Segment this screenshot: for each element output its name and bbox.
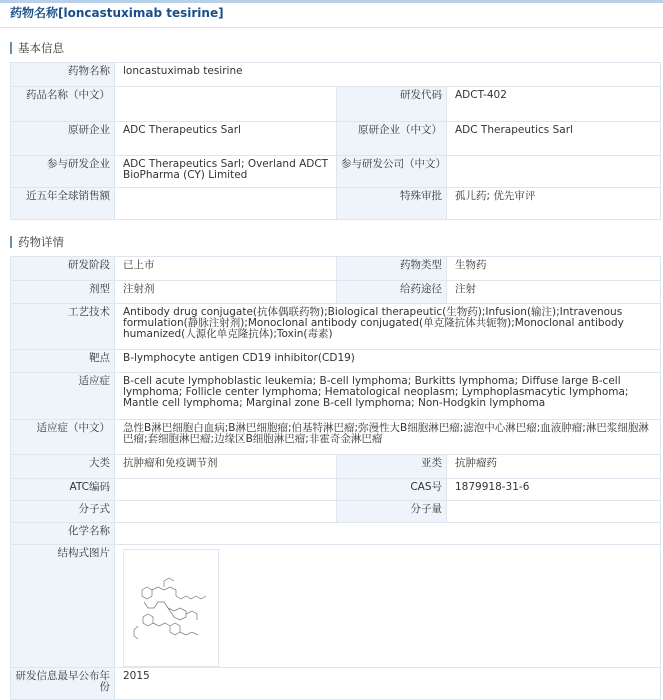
field-value: Antibody drug conjugate(抗体偶联药物);Biological therapeutic(生物药);Infusion(输注);Intravenous formulation(静脉注射剂);Monoclonal antibody conjugated(单克隆抗体共轭物);Monoclonal antibody humanized(人源化单克隆抗体);Toxin(毒素) — [115, 304, 661, 350]
basic-info-section-header — [0, 39, 663, 57]
field-label: 剂型 — [11, 281, 115, 304]
table-row — [11, 304, 661, 350]
field-value: 生物药 — [447, 257, 661, 281]
table-row — [11, 479, 661, 501]
table-row — [11, 668, 661, 700]
chemical-structure-image — [123, 549, 219, 667]
field-label: 适应症（中文） — [11, 420, 115, 455]
table-row — [11, 545, 661, 668]
field-label: 研发信息最早公布年份 — [11, 668, 115, 700]
table-row — [11, 156, 661, 188]
field-value: 1879918-31-6 — [447, 479, 661, 501]
field-value: ADC Therapeutics Sarl; Overland ADCT BioPharma (CY) Limited — [115, 156, 337, 188]
field-label: 参与研发公司（中文） — [337, 156, 447, 188]
field-label: 分子量 — [337, 501, 447, 523]
table-row — [11, 373, 661, 420]
field-value: 2015 — [115, 668, 661, 700]
field-label: 特殊审批 — [337, 188, 447, 220]
field-label: 化学名称 — [11, 523, 115, 545]
field-value: ADC Therapeutics Sarl — [447, 122, 661, 156]
field-value — [115, 501, 337, 523]
structure-image-cell — [115, 545, 661, 668]
field-label: 亚类 — [337, 455, 447, 479]
field-value: B-lymphocyte antigen CD19 inhibitor(CD19) — [115, 350, 661, 373]
field-value: 抗肿瘤药 — [447, 455, 661, 479]
field-value — [447, 156, 661, 188]
title-divider — [0, 27, 663, 28]
field-label: 适应症 — [11, 373, 115, 420]
table-row — [11, 523, 661, 545]
field-label: 近五年全球销售额 — [11, 188, 115, 220]
chemical-structure-icon — [124, 550, 218, 666]
basic-info-table — [10, 62, 661, 220]
table-row — [11, 281, 661, 304]
field-value — [115, 479, 337, 501]
vertical-bar-icon — [10, 42, 12, 54]
field-value — [115, 188, 337, 220]
field-label: 结构式图片 — [11, 545, 115, 668]
field-value: 抗肿瘤和免疫调节剂 — [115, 455, 337, 479]
table-row — [11, 501, 661, 523]
drug-detail-section-header — [0, 233, 663, 251]
field-value: 急性B淋巴细胞白血病;B淋巴细胞瘤;伯基特淋巴瘤;弥漫性大B细胞淋巴瘤;滤泡中心淋巴瘤;血液肿瘤;淋巴浆细胞淋巴瘤;套细胞淋巴瘤;边缘区B细胞淋巴瘤;非霍奇金淋巴瘤 — [115, 420, 661, 455]
field-value: ADC Therapeutics Sarl — [115, 122, 337, 156]
field-value: loncastuximab tesirine — [115, 63, 661, 87]
field-label: 药物类型 — [337, 257, 447, 281]
top-border — [0, 0, 663, 3]
table-row — [11, 257, 661, 281]
field-value — [115, 87, 337, 122]
field-label: 原研企业（中文） — [337, 122, 447, 156]
field-label: CAS号 — [337, 479, 447, 501]
field-label: 工艺技术 — [11, 304, 115, 350]
table-row — [11, 420, 661, 455]
table-row — [11, 350, 661, 373]
field-value: 注射 — [447, 281, 661, 304]
page-title: 药物名称[loncastuximab tesirine] — [10, 6, 224, 20]
field-value: ADCT-402 — [447, 87, 661, 122]
drug-detail-table — [10, 256, 661, 700]
field-label: 研发代码 — [337, 87, 447, 122]
drug-detail-heading: 药物详情 — [18, 235, 64, 249]
field-value: 已上市 — [115, 257, 337, 281]
field-label: 研发阶段 — [11, 257, 115, 281]
field-value: 孤儿药; 优先审评 — [447, 188, 661, 220]
table-row — [11, 122, 661, 156]
field-value: B-cell acute lymphoblastic leukemia; B-cell lymphoma; Burkitts lymphoma; Diffuse large B-cell lymphoma; Follicle center lymphoma; Hematological neoplasm; Lymphoplasmacytic lymphoma; Mantle cell lymphoma; Marginal zone B-cell lymphoma; Non-Hodgkin lymphoma — [115, 373, 661, 420]
field-label: 分子式 — [11, 501, 115, 523]
field-value — [447, 501, 661, 523]
table-row — [11, 188, 661, 220]
field-value: 注射剂 — [115, 281, 337, 304]
basic-info-heading: 基本信息 — [18, 41, 64, 55]
field-value — [115, 523, 661, 545]
table-row — [11, 455, 661, 479]
field-label: 药品名称（中文） — [11, 87, 115, 122]
field-label: 参与研发企业 — [11, 156, 115, 188]
vertical-bar-icon — [10, 236, 12, 248]
field-label: 药物名称 — [11, 63, 115, 87]
field-label: 大类 — [11, 455, 115, 479]
field-label: 原研企业 — [11, 122, 115, 156]
field-label: ATC编码 — [11, 479, 115, 501]
table-row — [11, 63, 661, 87]
field-label: 靶点 — [11, 350, 115, 373]
field-label: 给药途径 — [337, 281, 447, 304]
table-row — [11, 87, 661, 122]
